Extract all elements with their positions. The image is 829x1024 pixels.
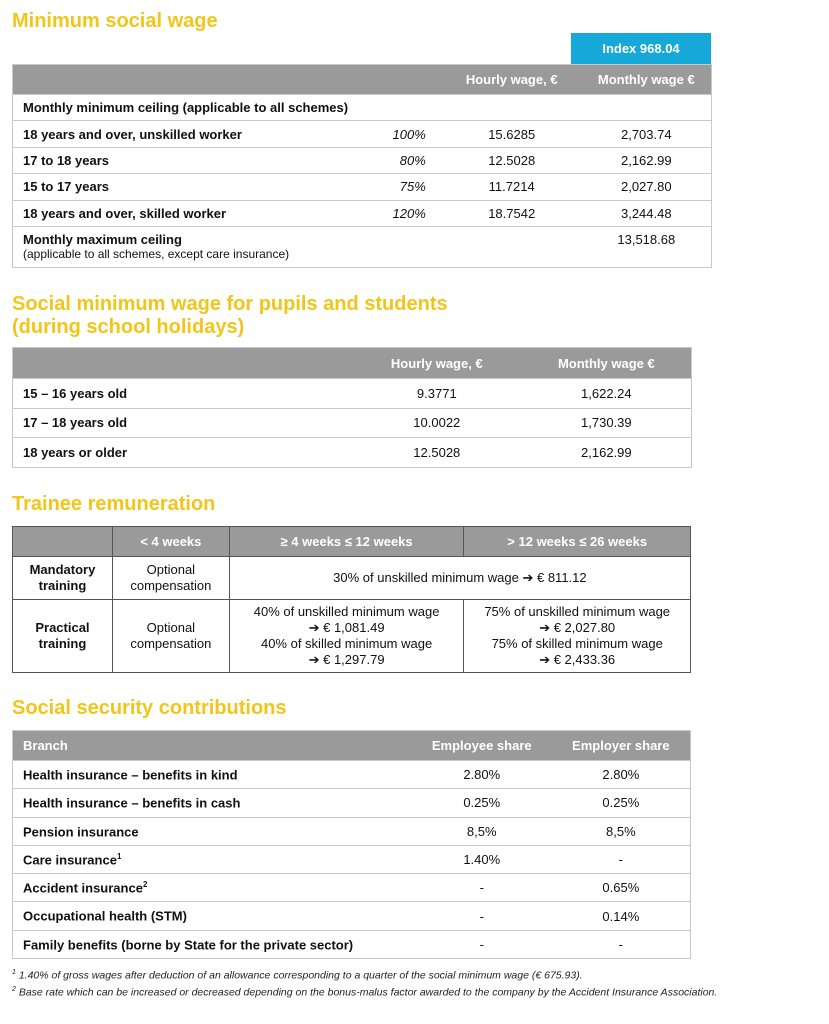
branch-label: Family benefits (borne by State for the private sector) <box>23 937 354 953</box>
cell-line: ➔ € 2,433.36 <box>539 652 616 667</box>
footnote-1 <box>12 966 827 983</box>
row-label: 18 years and over, skilled worker <box>13 200 302 226</box>
header-employee-share: Employee share <box>412 731 552 761</box>
table-row <box>13 761 691 789</box>
section-title-students <box>12 293 448 339</box>
row-hourly: 15.6285 <box>442 121 582 147</box>
row-label: 15 – 16 years old <box>13 379 352 409</box>
practical-lt4-cell <box>112 600 229 673</box>
table-row <box>13 379 692 409</box>
row-label: 18 years or older <box>13 438 352 468</box>
row-hourly: 10.0022 <box>352 408 522 438</box>
cell-line: Optional <box>146 562 196 577</box>
header-empty <box>13 348 352 379</box>
branch-cell <box>13 845 412 873</box>
header-lt-4-weeks: < 4 weeks <box>112 527 229 557</box>
employee-share: - <box>412 902 552 930</box>
row-label: 15 to 17 years <box>13 174 302 200</box>
employee-share: - <box>412 930 552 958</box>
row-label: 17 to 18 years <box>13 147 302 173</box>
branch-cell <box>13 930 412 958</box>
row-monthly: 1,730.39 <box>522 408 692 438</box>
table-row <box>13 845 691 873</box>
max-ceiling-monthly: 13,518.68 <box>582 226 712 267</box>
section-title-minimum-social-wage: Minimum social wage <box>12 10 218 32</box>
header-12-to-26-weeks: > 12 weeks ≤ 26 weeks <box>464 527 691 557</box>
table-row <box>13 789 691 817</box>
row-hourly: 18.7542 <box>442 200 582 226</box>
employee-share: - <box>412 874 552 902</box>
row-label: 18 years and over, unskilled worker <box>13 121 302 147</box>
branch-label: Health insurance – benefits in kind <box>23 767 238 783</box>
header-hourly-wage: Hourly wage, € <box>352 348 522 379</box>
branch-cell <box>13 902 412 930</box>
branch-label: Occupational health (STM) <box>23 908 187 924</box>
employer-share: - <box>552 845 691 873</box>
row-percentage: 120% <box>302 200 442 226</box>
employee-share: 0.25% <box>412 789 552 817</box>
employee-share: 1.40% <box>412 845 552 873</box>
row-monthly: 2,162.99 <box>582 147 712 173</box>
branch-label: Accident insurance <box>23 880 143 896</box>
table-header-row <box>13 731 691 761</box>
table-row <box>13 147 712 173</box>
practical-mid-cell <box>229 600 464 673</box>
header-empty <box>13 527 113 557</box>
cell-line: 40% of skilled minimum wage <box>260 636 433 651</box>
table-row-practical <box>13 600 691 673</box>
table-row <box>13 121 712 147</box>
employer-share: 0.14% <box>552 902 691 930</box>
employer-share: 2.80% <box>552 761 691 789</box>
header-hourly-wage: Hourly wage, € <box>442 65 582 95</box>
table-row <box>13 874 691 902</box>
footnote-mark: 2 <box>12 985 16 993</box>
header-branch: Branch <box>13 731 412 761</box>
cell-line: compensation <box>130 636 212 651</box>
employee-share: 8,5% <box>412 817 552 845</box>
header-employer-share: Employer share <box>552 731 691 761</box>
table-row <box>13 200 712 226</box>
cell-line: compensation <box>130 578 212 593</box>
table-row <box>13 930 691 958</box>
footnote-mark: 1 <box>12 969 16 976</box>
employer-share: 8,5% <box>552 817 691 845</box>
header-4-to-12-weeks: ≥ 4 weeks ≤ 12 weeks <box>229 527 464 557</box>
row-hourly: 12.5028 <box>442 147 582 173</box>
label-line: training <box>38 578 87 593</box>
branch-cell <box>13 789 412 817</box>
table-row <box>13 438 692 468</box>
table-row-mandatory <box>13 557 691 600</box>
row-monthly: 3,244.48 <box>582 200 712 226</box>
employer-share: - <box>552 930 691 958</box>
cell-line: Optional <box>146 620 196 635</box>
row-hourly: 12.5028 <box>352 438 522 468</box>
minimum-wage-table <box>12 64 712 268</box>
table-row <box>13 408 692 438</box>
max-ceiling-note: (applicable to all schemes, except care insurance) <box>23 246 290 261</box>
row-hourly: 11.7214 <box>442 174 582 200</box>
max-ceiling-label-cell <box>13 226 582 267</box>
label-line: Practical <box>35 620 90 635</box>
cell-line: 75% of unskilled minimum wage <box>484 604 671 619</box>
row-label: 17 – 18 years old <box>13 408 352 438</box>
section-title-social-security: Social security contributions <box>12 697 287 719</box>
branch-label: Care insurance <box>23 852 117 868</box>
index-badge: Index 968.04 <box>571 33 711 64</box>
mandatory-training-label <box>13 557 113 600</box>
monthly-minimum-ceiling-label: Monthly minimum ceiling (applicable to all schemes) <box>13 95 712 121</box>
row-percentage: 100% <box>302 121 442 147</box>
footnote-2 <box>12 983 827 1000</box>
practical-long-cell <box>464 600 691 673</box>
row-percentage: 75% <box>302 174 442 200</box>
row-hourly: 9.3771 <box>352 379 522 409</box>
mandatory-merged-cell: 30% of unskilled minimum wage ➔ € 811.12 <box>229 557 690 600</box>
trainee-remuneration-table <box>12 526 691 673</box>
branch-label: Pension insurance <box>23 823 139 839</box>
row-monthly: 2,027.80 <box>582 174 712 200</box>
label-line: training <box>38 636 87 651</box>
section-title-line: Social minimum wage for pupils and students <box>12 293 448 315</box>
cell-line: ➔ € 2,027.80 <box>539 620 616 635</box>
row-monthly: 2,162.99 <box>522 438 692 468</box>
branch-cell <box>13 874 412 902</box>
practical-training-label <box>13 600 113 673</box>
header-monthly-wage: Monthly wage € <box>522 348 692 379</box>
row-monthly: 2,703.74 <box>582 121 712 147</box>
branch-cell <box>13 817 412 845</box>
row-percentage: 80% <box>302 147 442 173</box>
table-row <box>13 817 691 845</box>
table-row-max-ceiling <box>13 226 712 267</box>
footnote-mark: 1 <box>116 851 122 861</box>
employee-share: 2.80% <box>412 761 552 789</box>
social-security-table <box>12 730 691 959</box>
table-row <box>13 902 691 930</box>
section-title-line: (during school holidays) <box>12 316 245 338</box>
header-monthly-wage: Monthly wage € <box>582 65 712 95</box>
header-empty <box>302 65 442 95</box>
footnote-text: 1.40% of gross wages after deduction of an allowance corresponding to a quarter of the social minimum wage (€ 675.93). <box>15 969 583 982</box>
max-ceiling-label: Monthly maximum ceiling <box>23 231 182 247</box>
label-line: Mandatory <box>29 562 96 577</box>
footnote-mark: 2 <box>142 880 148 890</box>
employer-share: 0.65% <box>552 874 691 902</box>
section-title-trainee: Trainee remuneration <box>12 493 216 515</box>
mandatory-lt4-cell <box>112 557 229 600</box>
branch-cell <box>13 761 412 789</box>
footnote-text: Base rate which can be increased or decreased depending on the bonus-malus factor awarded to the company by the Accident Insurance Association. <box>15 986 718 998</box>
branch-label: Health insurance – benefits in cash <box>23 795 241 811</box>
cell-line: ➔ € 1,081.49 <box>308 620 385 635</box>
cell-line: 40% of unskilled minimum wage <box>253 604 440 619</box>
footnotes <box>12 966 827 999</box>
cell-line: ➔ € 1,297.79 <box>308 652 385 667</box>
cell-line: 75% of skilled minimum wage <box>491 636 663 651</box>
students-wage-table <box>12 347 692 468</box>
table-header-row <box>13 527 691 557</box>
table-row <box>13 174 712 200</box>
header-empty <box>13 65 302 95</box>
table-header-row <box>13 348 692 379</box>
employer-share: 0.25% <box>552 789 691 817</box>
table-header-row <box>13 65 712 95</box>
table-subheading-row <box>13 95 712 121</box>
row-monthly: 1,622.24 <box>522 379 692 409</box>
